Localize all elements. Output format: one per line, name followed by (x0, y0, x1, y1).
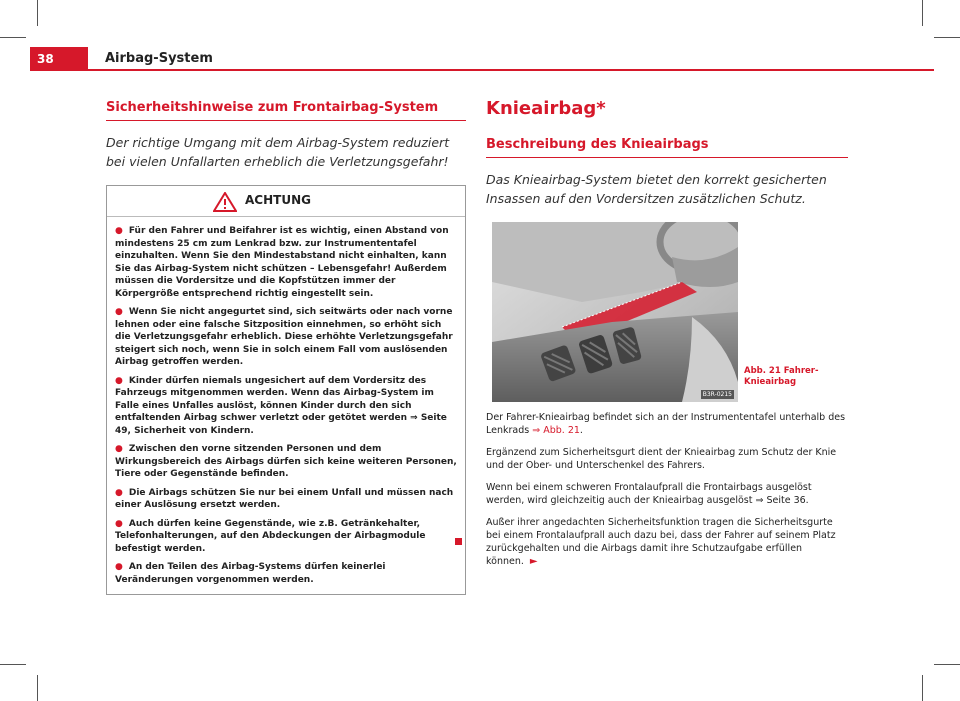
bullet-icon: ● (115, 226, 123, 236)
paragraph: Wenn bei einem schweren Frontalaufprall die Frontairbags ausgelöst werden, wird gleichzeitig auch der Knieairbag ausgelöst ⇒ Seite 36. (486, 482, 812, 506)
paragraph-text: Der Fahrer-Knieairbag befindet sich an der Instrumententafel unterhalb des Lenkrads (486, 412, 846, 436)
knee-airbag-illustration (492, 222, 738, 402)
figure-reference-link[interactable]: ⇒ Abb. 21 (532, 425, 580, 436)
warning-text: Die Airbags schützen Sie nur bei einem Unfall und müssen nach einer Auslösung ersetzt werden. (115, 487, 454, 510)
list-item (115, 306, 457, 369)
subsection-intro: Das Knieairbag-System bietet den korrekt gesicherten Insassen auf den Vordersitzen zusätzlichen Schutz. (486, 172, 827, 206)
left-column (106, 100, 466, 595)
figure-caption: Abb. 21 Fahrer-Knieairbag (744, 366, 819, 387)
continue-arrow-icon: ► (529, 556, 538, 567)
warning-box (106, 185, 466, 595)
list-item (115, 561, 457, 586)
warning-header (107, 186, 465, 217)
paragraph (486, 411, 848, 437)
warning-title: ACHTUNG (245, 193, 311, 207)
warning-text: Wenn Sie nicht angegurtet sind, sich seitwärts oder nach vorne lehnen oder eine falsche Sitzposition einnehmen, so erhöht sich die Verletzungsgefahr erheblich. Diese erhöhte Verletzungsgefahr steigert sich noch, wenn Sie in solch einem Fall vom auslösenden Airbag getroffen werden. (115, 307, 453, 367)
bullet-icon: ● (115, 518, 123, 529)
paragraph (486, 516, 848, 568)
warning-text: Kinder dürfen niemals ungesichert auf dem Vordersitz des Fahrzeugs mitgenommen werden. Wenn das Airbag-System im Falle eines Unfalles auslöst, können Kinder durch den sich entfaltenden Airbag schwer verletzt oder getötet werden ⇒ Seite 49, Sicherheit von Kindern. (115, 375, 447, 436)
warning-list (107, 217, 465, 594)
page-header (30, 47, 934, 71)
warning-triangle-icon (213, 192, 237, 216)
list-item (115, 375, 457, 438)
warning-text: Auch dürfen keine Gegenstände, wie z.B. Getränkehalter, Telefonhalterungen, auf den Abdeckungen der Airbagmodule befestigt werden. (115, 518, 426, 554)
list-item (115, 225, 457, 300)
crop-mark (0, 664, 26, 665)
page-title: Knieairbag* (486, 98, 606, 119)
bullet-icon: ● (115, 307, 123, 317)
crop-mark (37, 675, 38, 701)
subsection-heading: Beschreibung des Knieairbags (486, 137, 848, 158)
paragraph-text: Außer ihrer angedachten Sicherheitsfunktion tragen die Sicherheitsgurte bei einem Frontalaufprall auch dazu bei, dass der Fahrer auf seinem Platz zurückgehalten und die Airbags damit ihre Schutzaufgabe erfüllen können. (486, 517, 836, 567)
paragraph-text: . (579, 425, 583, 436)
section-intro: Der richtige Umgang mit dem Airbag-System reduziert bei vielen Unfallarten erheblich die Verletzungsgefahr! (106, 135, 450, 169)
section-end-marker (455, 538, 462, 545)
crop-mark (934, 37, 960, 38)
section-heading: Sicherheitshinweise zum Frontairbag-System (106, 100, 466, 121)
page-number: 38 (30, 47, 88, 71)
crop-mark (37, 0, 38, 26)
bullet-icon: ● (115, 487, 123, 498)
figure-code: B3R-0215 (702, 391, 732, 398)
bullet-icon: ● (115, 444, 123, 454)
right-column (486, 100, 848, 568)
crop-mark (922, 0, 923, 26)
crop-mark (934, 664, 960, 665)
figure (486, 222, 848, 402)
list-item (115, 518, 457, 556)
warning-text: Zwischen den vorne sitzenden Personen und dem Wirkungsbereich des Airbags dürfen sich keine weiteren Personen, Tiere oder Gegenstände befinden. (115, 444, 457, 479)
crop-mark (922, 675, 923, 701)
chapter-title: Airbag-System (105, 51, 213, 66)
paragraph: Ergänzend zum Sicherheitsgurt dient der Knieairbag zum Schutz der Knie und der Ober- und Unterschenkel des Fahrers. (486, 447, 837, 471)
list-item (115, 487, 457, 512)
bullet-icon: ● (115, 375, 123, 386)
warning-text: Für den Fahrer und Beifahrer ist es wichtig, einen Abstand von mindestens 25 cm zum Lenkrad bzw. zur Instrumententafel einzuhalten. Wenn Sie den Mindestabstand nicht einhalten, kann Sie das Airbag-System nicht schützen – Lebensgefahr! Außerdem müssen die Vordersitze und die Kopfstützen immer der Körpergröße entsprechend richtig eingestellt sein. (115, 226, 449, 299)
header-rule (88, 69, 934, 71)
crop-mark (0, 37, 26, 38)
bullet-icon: ● (115, 562, 123, 572)
warning-text: An den Teilen des Airbag-Systems dürfen keinerlei Veränderungen vorgenommen werden. (115, 562, 386, 585)
list-item (115, 443, 457, 481)
